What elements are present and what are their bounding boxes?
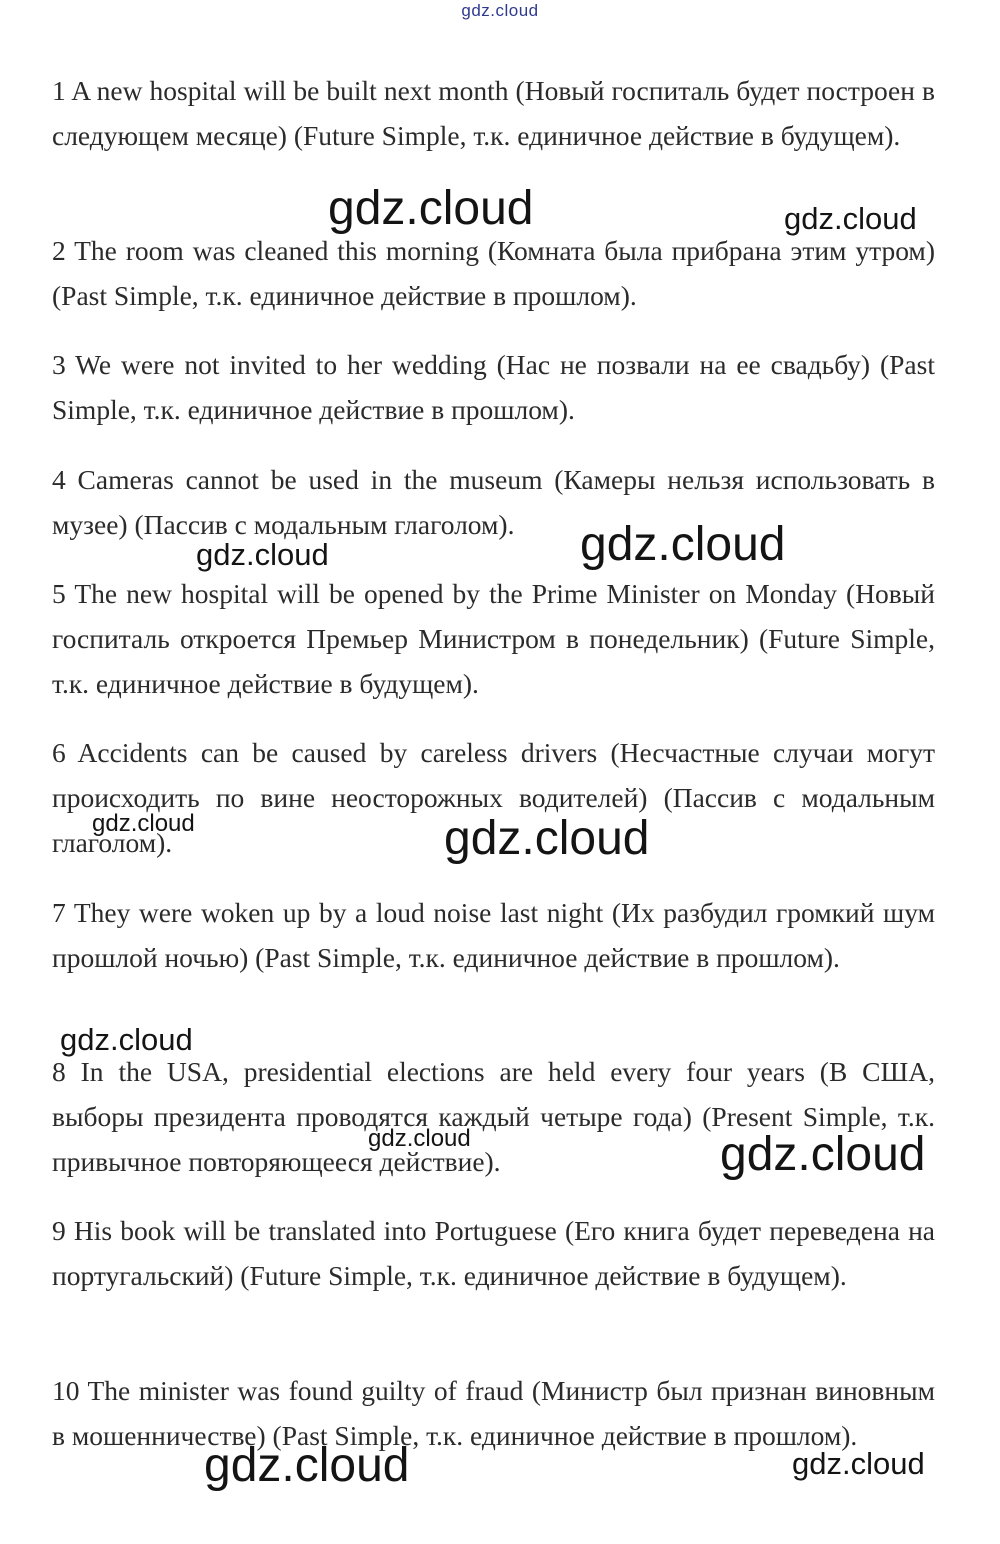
watermark-10: gdz.cloud bbox=[204, 1439, 410, 1492]
answer-item-7: 7 They were woken up by a loud noise last night (Их разбудил громкий шум прошлой ночью) (Past Simple, т.к. единичное действие в прошлом). bbox=[52, 897, 935, 973]
watermark-7: gdz.cloud bbox=[60, 1022, 193, 1057]
watermark-3: gdz.cloud bbox=[196, 537, 329, 572]
watermark-6: gdz.cloud bbox=[444, 812, 650, 865]
answer-item-3: 3 We were not invited to her wedding (Нас не позвали на ее свадьбу) (Past Simple, т.к. единичное действие в прошлом). bbox=[52, 349, 935, 425]
page-header-site-name: gdz.cloud bbox=[461, 1, 539, 20]
watermark-4: gdz.cloud bbox=[580, 518, 786, 571]
answer-item-8: 8 In the USA, presidential elections are held every four years (В США, выборы президента проводятся каждый четыре года) (Present Simple, т.к. привычное повторяющееся действие). bbox=[52, 1056, 935, 1177]
watermark-8: gdz.cloud bbox=[368, 1125, 471, 1152]
answer-item-2: 2 The room was cleaned this morning (Комната была прибрана этим утром) (Past Simple, т.к. единичное действие в прошлом). bbox=[52, 235, 935, 311]
answer-item-5: 5 The new hospital will be opened by the Prime Minister on Monday (Новый госпиталь откроется Премьер Министром в понедельник) (Future Simple, т.к. единичное действие в будущем). bbox=[52, 578, 935, 699]
answer-item-9: 9 His book will be translated into Portuguese (Его книга будет переведена на португальский) (Future Simple, т.к. единичное действие в будущем). bbox=[52, 1215, 935, 1291]
answer-item-6: 6 Accidents can be caused by careless drivers (Несчастные случаи могут происходить по вине неосторожных водителей) (Пассив с модальным глаголом). bbox=[52, 737, 935, 858]
watermark-9: gdz.cloud bbox=[720, 1128, 926, 1181]
watermark-11: gdz.cloud bbox=[792, 1446, 925, 1481]
answer-item-1: 1 A new hospital will be built next month (Новый госпиталь будет построен в следующем месяце) (Future Simple, т.к. единичное действие в будущем). bbox=[52, 75, 935, 151]
watermark-1: gdz.cloud bbox=[328, 182, 534, 235]
answer-item-10: 10 The minister was found guilty of fraud (Министр был признан виновным в мошенничестве) (Past Simple, т.к. единичное действие в прошлом). bbox=[52, 1375, 935, 1451]
watermark-5: gdz.cloud bbox=[92, 810, 195, 837]
watermark-2: gdz.cloud bbox=[784, 201, 917, 236]
answer-item-4: 4 Cameras cannot be used in the museum (Камеры нельзя использовать в музее) (Пассив с модальным глаголом). bbox=[52, 464, 935, 540]
